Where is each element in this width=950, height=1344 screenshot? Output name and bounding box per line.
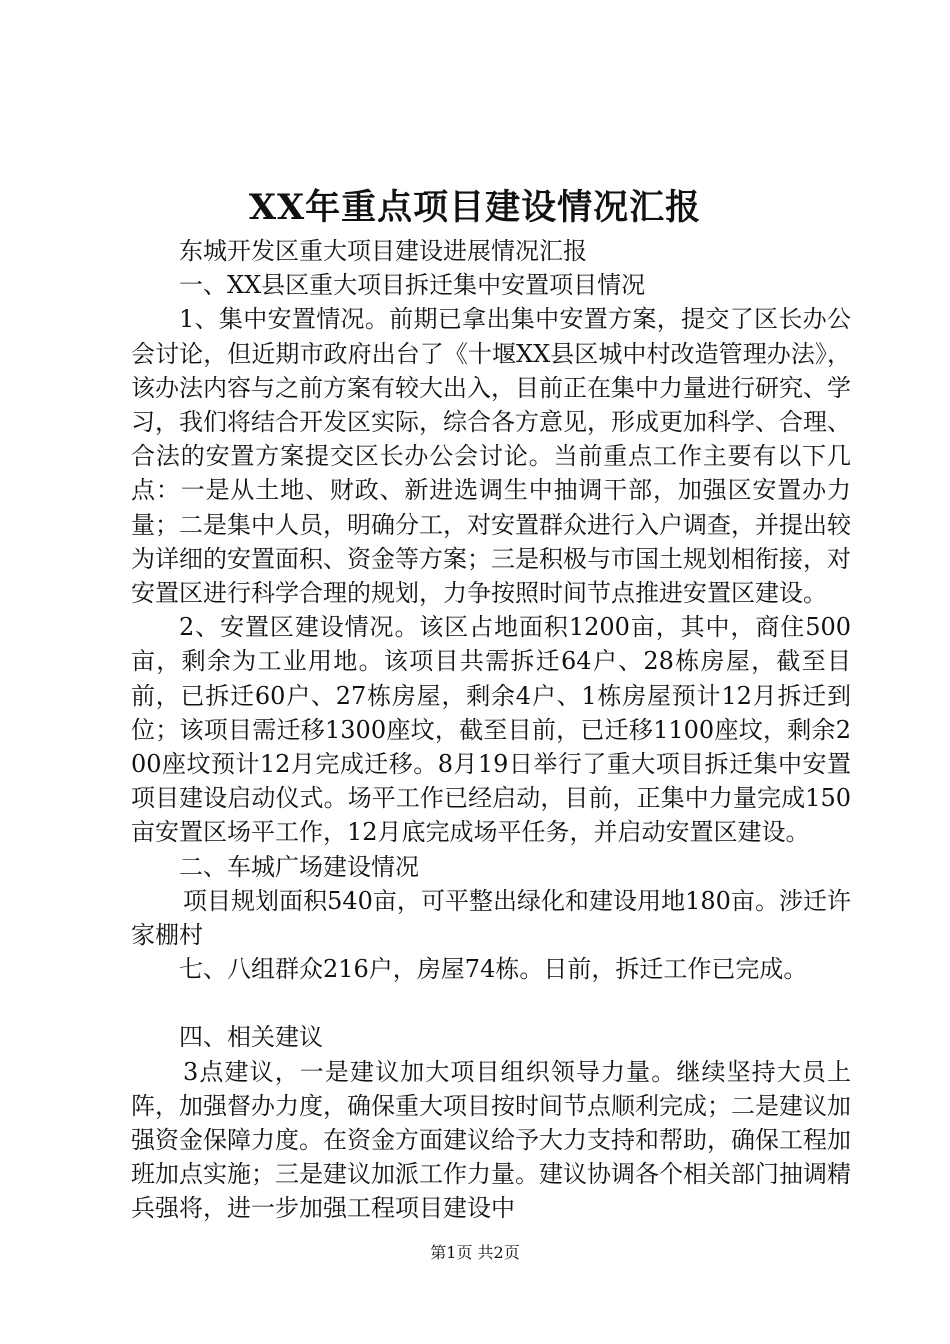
paragraph-resettlement-area: 2、安置区建设情况。该区占地面积1200亩，其中，商住500亩，剩余为工业用地。该项目共需拆迁64户、28栋房屋，截至目前，已拆迁60户、27栋房屋，剩余4户、1栋房屋预计12月拆迁到位；该项目需迁移1300座坟，截至目前，已迁移1100座坟，剩余200座坟预计12月完成迁移。8月19日举行了重大项目拆迁集中安置项目建设启动仪式。场平工作已经启动，目前，正集中力量完成150亩安置区场平工作，12月底完成场平任务，并启动安置区建设。 bbox=[131, 613, 851, 847]
document-body bbox=[131, 234, 851, 1226]
paragraph-suggestions: 3点建议，一是建议加大项目组织领导力量。继续坚持大员上阵，加强督办力度，确保重大项目按时间节点顺利完成；二是建议加强资金保障力度。在资金方面建议给予大力支持和帮助，确保工程加班加点实施；三是建议加派工作力量。建议协调各个相关部门抽调精兵强将，进一步加强工程项目建设中 bbox=[131, 1057, 851, 1223]
page-footer: 第1页 共2页 bbox=[430, 1243, 520, 1262]
document-title: XX年重点项目建设情况汇报 bbox=[248, 187, 702, 228]
paragraph-heading-1: 一、XX县区重大项目拆迁集中安置项目情况 bbox=[179, 271, 646, 300]
paragraph-gap bbox=[131, 986, 851, 1020]
paragraph-heading-4: 四、相关建议 bbox=[179, 1023, 323, 1052]
paragraph-resettlement: 1、集中安置情况。前期已拿出集中安置方案，提交了区长办公会讨论，但近期市政府出台了《十堰XX县区城中村改造管理办法》，该办法内容与之前方案有较大出入，目前正在集中力量进行研究、学习，我们将结合开发区实际，综合各方意见，形成更加科学、合理、合法的安置方案提交区长办公会讨论。当前重点工作主要有以下几点：一是从土地、财政、新进选调生中抽调干部，加强区安置办力量；二是集中人员，明确分工，对安置群众进行入户调查，并提出较为详细的安置面积、资金等方案；三是积极与市国土规划相衔接，对安置区进行科学合理的规划，力争按照时间节点推进安置区建设。 bbox=[131, 305, 851, 608]
paragraph-subtitle: 东城开发区重大项目建设进展情况汇报 bbox=[179, 237, 587, 265]
paragraph-plaza: 项目规划面积540亩，可平整出绿化和建设用地180亩。涉迁许家棚村 bbox=[131, 886, 851, 950]
paragraph-heading-2: 二、车城广场建设情况 bbox=[179, 852, 419, 881]
paragraph-plaza-households: 七、八组群众216户，房屋74栋。日前，拆迁工作已完成。 bbox=[179, 955, 808, 984]
